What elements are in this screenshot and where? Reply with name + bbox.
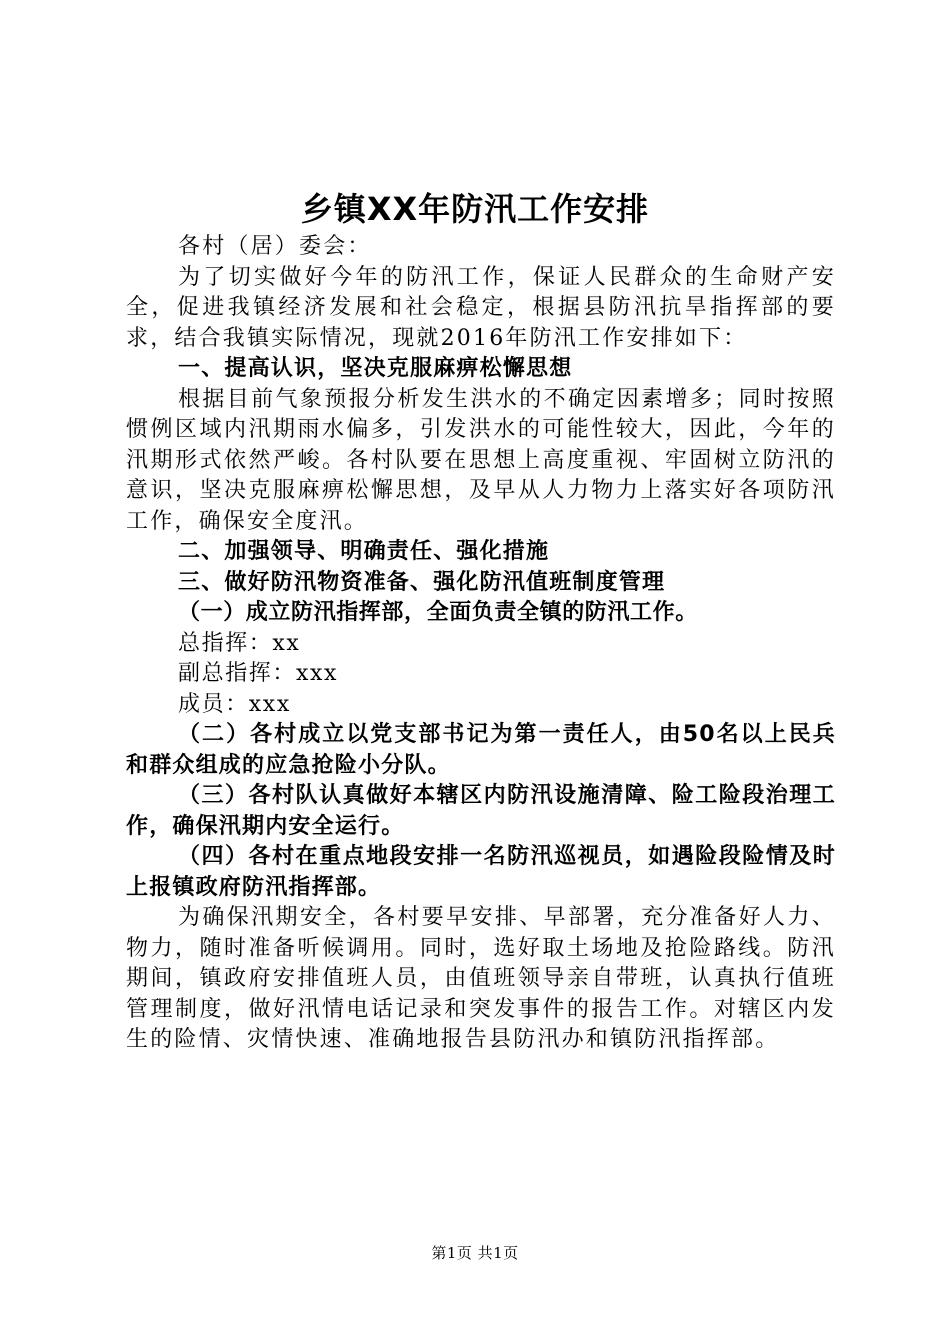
document-body <box>126 232 836 1056</box>
subsection-3: （三）各村队认真做好本辖区内防汛设施清障、险工险段治理工作，确保汛期内安全运行。 <box>126 783 836 839</box>
roster-deputy-commander: 副总指挥：xxx <box>178 661 339 686</box>
closing-paragraph: 为确保汛期安全，各村要早安排、早部署，充分准备好人力、物力，随时准备听候调用。同时，选好取土场地及抢险路线。防汛期间，镇政府安排值班人员，由值班领导亲自带班，认真执行值班管理制度，做好汛情电话记录和突发事件的报告工作。对辖区内发生的险情、灾情快速、准确地报告县防汛办和镇防汛指挥部。 <box>126 905 836 1052</box>
roster-commander: 总指挥：xx <box>178 630 301 656</box>
intro-paragraph: 为了切实做好今年的防汛工作，保证人民群众的生命财产安全，促进我镇经济发展和社会稳定，根据县防汛抗旱指挥部的要求，结合我镇实际情况，现就2016年防汛工作安排如下： <box>126 264 836 351</box>
document-title: 乡镇XX年防汛工作安排 <box>300 190 650 228</box>
section-heading-2: 二、加强领导、明确责任、强化措施 <box>178 539 550 564</box>
page-footer: 第1页 共1页 <box>431 1244 519 1262</box>
salutation: 各村（居）委会： <box>178 234 372 259</box>
subsection-2: （二）各村成立以党支部书记为第一责任人，由50名以上民兵和群众组成的应急抢险小分队。 <box>126 722 836 778</box>
section-1-paragraph: 根据目前气象预报分析发生洪水的不确定因素增多；同时按照惯例区域内汛期雨水偏多，引发洪水的可能性较大，因此，今年的汛期形式依然严峻。各村队要在思想上高度重视、牢固树立防汛的意识，坚决克服麻痹松懈思想，及早从人力物力上落实好各项防汛工作，确保安全度汛。 <box>126 386 836 534</box>
subsection-4: （四）各村在重点地段安排一名防汛巡视员，如遇险段险情及时上报镇政府防汛指挥部。 <box>126 844 836 900</box>
roster-members: 成员：xxx <box>178 691 291 717</box>
section-heading-3: 三、做好防汛物资准备、强化防汛值班制度管理 <box>178 569 666 595</box>
section-heading-1: 一、提高认识，坚决克服麻痹松懈思想 <box>178 356 573 381</box>
subsection-1: （一）成立防汛指挥部，全面负责全镇的防汛工作。 <box>178 600 698 625</box>
